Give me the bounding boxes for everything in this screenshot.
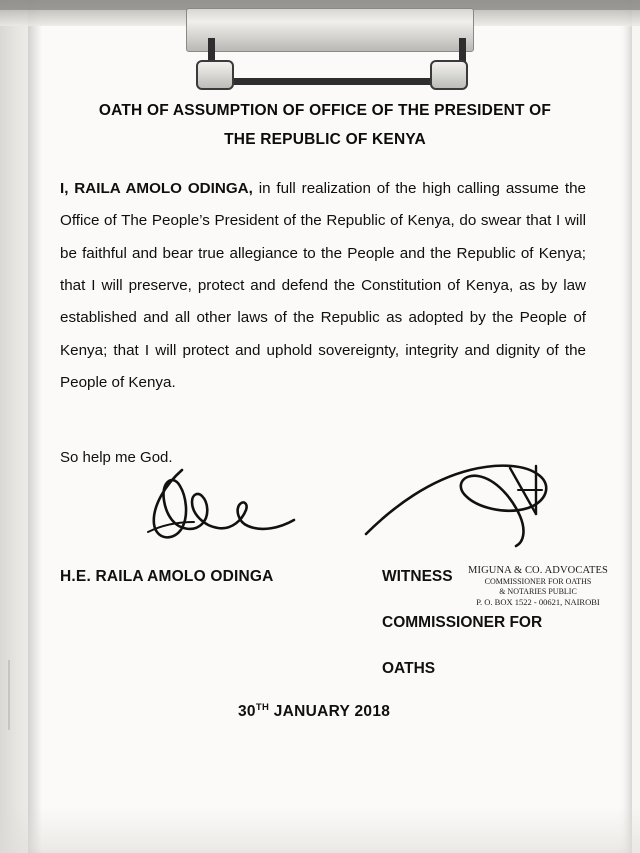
bottom-shadow [0,807,640,853]
document-title [60,96,590,155]
signatory-name: H.E. RAILA AMOLO ODINGA [60,567,274,585]
title-line-2: THE REPUBLIC OF KENYA [224,131,426,149]
closing-line: So help me God. [60,448,173,466]
witness-label: WITNESS [382,567,453,585]
oath-paragraph [60,173,590,400]
commissioner-label: COMMISSIONER FOR [382,613,543,631]
stamp-line-2: COMMISSIONER FOR OATHS [484,576,592,586]
document-content [60,96,608,721]
stamp-line-3: & NOTARIES PUBLIC [499,586,577,596]
clipboard-clamp [186,0,472,90]
stamp-line-4: P. O. BOX 1522 - 00621, NAIROBI [476,596,600,607]
clamp-wire [208,38,466,85]
signature-labels [60,564,608,688]
oath-body: in full realization of the high calling assume the Office of The People’s President of the Republic of Kenya, do swear that I will be faithful and bear true allegiance to the People and the Republic of Kenya; that I will preserve, protect and defend the Constitution of Kenya, as by law established and all other laws of the Republic as adopted by the People of Kenya; that I will protect and uphold sovereignty, integrity and dignity of the People of Kenya. [60,179,586,392]
signature-witness [360,450,610,580]
margin-mark [8,660,10,730]
notary-stamp [438,564,638,608]
clamp-knob-left [196,60,234,90]
date-line [238,702,590,721]
date-suffix: TH [255,701,270,713]
stamp-line-1: MIGUNA & CO. ADVOCATES [468,564,608,576]
oath-lead: I, RAILA AMOLO ODINGA, [60,179,253,197]
clamp-knob-right [430,60,468,90]
signature-left [90,462,350,572]
date-day: 30 [238,702,256,720]
oaths-label: OATHS [382,659,436,677]
date-rest: JANUARY 2018 [269,702,391,720]
title-line-1: OATH OF ASSUMPTION OF OFFICE OF THE PRESIDENT OF [98,102,552,119]
